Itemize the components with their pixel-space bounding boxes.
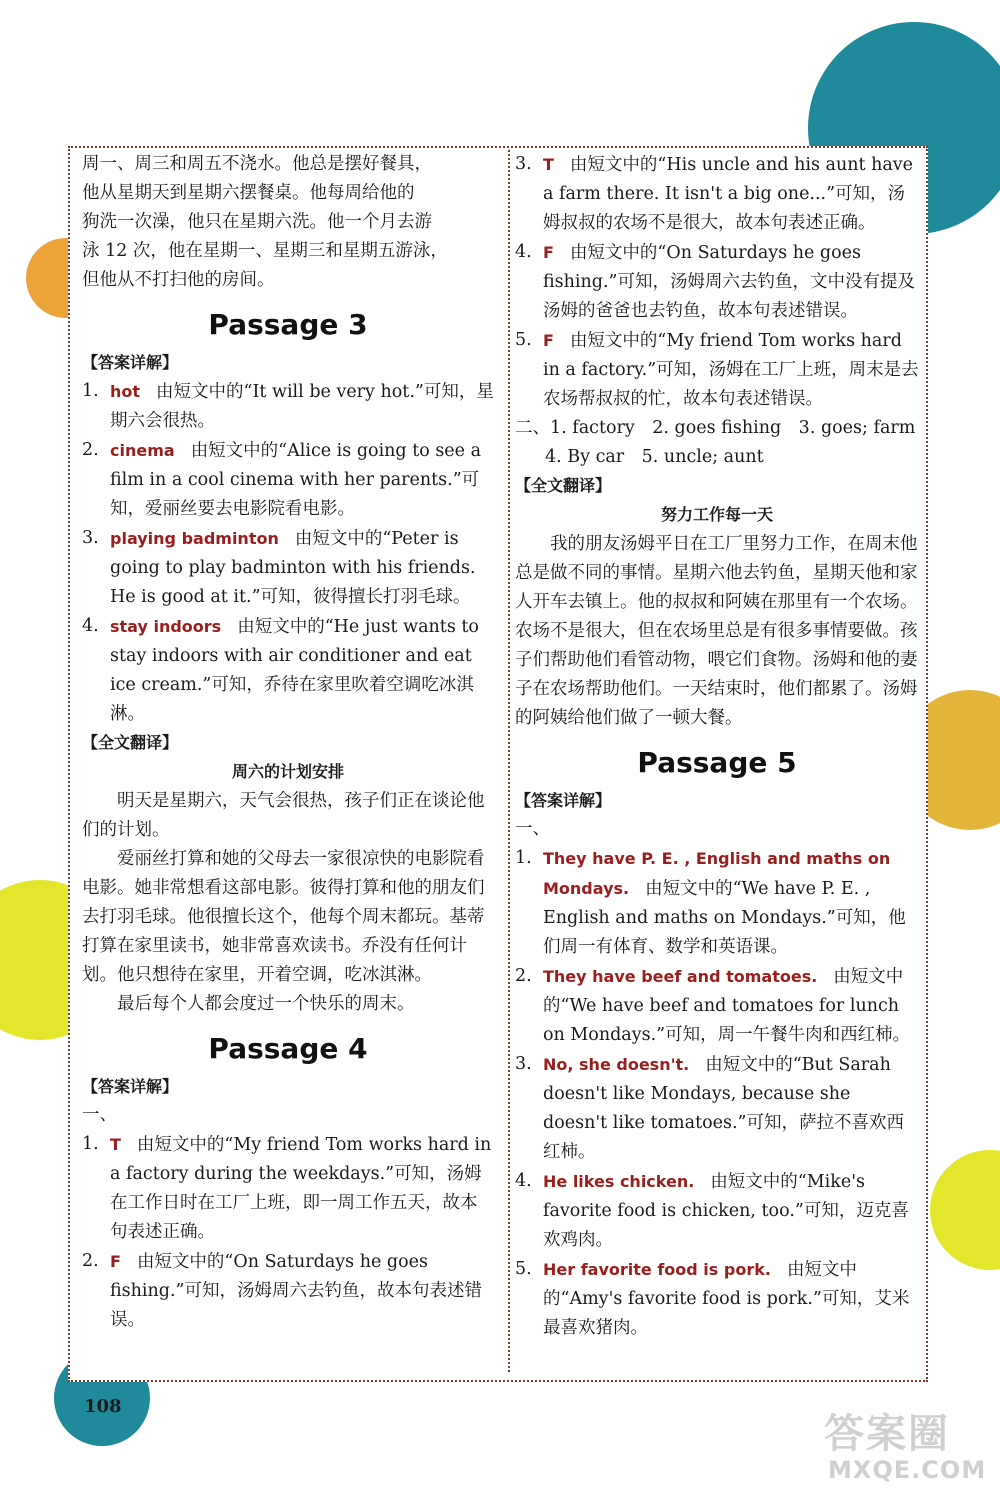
answer-explanation: 由短文中的“On Saturdays he goes fishing.”可知，汤姆周六去钓鱼，文中没有提及汤姆的爸爸也去钓鱼，故本句表述错误。	[543, 243, 916, 321]
answer-explanation: 由短文中的“We have beef and tomatoes for lunch on Mondays.”可知，周一午餐牛肉和西红柿。	[543, 967, 911, 1045]
answer-keyword: Her favorite food is pork.	[543, 1260, 771, 1279]
translation-paragraph: 最后每个人都会度过一个快乐的周末。	[117, 994, 415, 1014]
translation-title: 努力工作每一天	[660, 505, 773, 524]
item-number: 1.	[82, 381, 99, 401]
answer-explanation: 由短文中的“We have P. E. , English and maths on Mondays.”可知，他们周一有体育、数学和英语课。	[543, 879, 906, 957]
translation-section-label: 【全文翻译】	[82, 733, 179, 752]
answer-keyword: F	[543, 243, 554, 262]
answer-explanation: 由短文中的“He just wants to stay indoors with air conditioner and eat ice cream.”可知，乔待在家里吹着空调吃冰淇淋。	[110, 617, 479, 724]
item-number: 3.	[515, 154, 532, 174]
column-divider	[508, 150, 510, 1372]
item-number: 3.	[515, 1054, 532, 1074]
answer-keyword: They have beef and tomatoes.	[543, 967, 818, 986]
translation-title: 周六的计划安排	[231, 762, 344, 781]
right-column	[515, 150, 919, 1343]
answer-keyword: hot	[110, 382, 141, 401]
answer-keyword: No, she doesn't.	[543, 1055, 690, 1074]
answer-keyword: playing badminton	[110, 529, 279, 548]
answer-keyword: T	[543, 155, 554, 174]
answer-keyword: F	[543, 331, 554, 350]
answer-keyword: They have P. E. , English and maths on Mondays.	[543, 849, 891, 898]
answer-item	[82, 1247, 494, 1335]
answer-keyword: stay indoors	[110, 617, 222, 636]
answer-explanation: 由短文中的“On Saturdays he goes fishing.”可知，汤姆周六去钓鱼，故本句表述错误。	[110, 1252, 483, 1330]
answer-item	[82, 377, 494, 436]
answer-keyword: He likes chicken.	[543, 1172, 695, 1191]
answer-keyword: T	[110, 1135, 121, 1154]
answer-item	[515, 1255, 919, 1343]
translation-paragraph: 我的朋友汤姆平日在工厂里努力工作，在周末他总是做不同的事情。星期六他去钓鱼，星期天他和家人开车去镇上。他的叔叔和阿姨在那里有一个农场。农场不是很大，但在农场里总是有很多事情要做。孩子们帮助他们看管动物，喂它们食物。汤姆和他的妻子在农场帮助他们。一天结束时，他们都累了。汤姆的阿姨给他们做了一顿大餐。	[515, 534, 918, 728]
translation-paragraph: 明天是星期六，天气会很热，孩子们正在谈论他们的计划。	[82, 791, 485, 840]
answer-item	[82, 1130, 494, 1247]
passage-title: Passage 3	[208, 308, 368, 341]
answer-item	[515, 1167, 919, 1255]
part-label: 一、	[82, 1105, 117, 1125]
decor-circle-yellow-right	[930, 1150, 1000, 1270]
page-number: 108	[84, 1396, 122, 1417]
answer-item	[515, 150, 919, 238]
part2-answers: 4. By car 5. uncle; aunt	[545, 447, 764, 467]
answer-item	[515, 238, 919, 326]
item-number: 2.	[82, 1251, 99, 1271]
item-number: 4.	[515, 1171, 532, 1191]
item-number: 1.	[82, 1134, 99, 1154]
answer-explanation: 由短文中的“Amy's favorite food is pork.”可知，艾米最喜欢猪肉。	[543, 1260, 910, 1338]
passage-title: Passage 5	[637, 746, 797, 779]
passage-title: Passage 4	[208, 1032, 368, 1065]
intro-line: 他从星期天到星期六摆餐桌。他每周给他的	[82, 183, 415, 203]
answer-section-label: 【答案详解】	[515, 791, 612, 810]
item-number: 4.	[82, 616, 99, 636]
part2-answers: 二、1. factory 2. goes fishing 3. goes; farm	[515, 418, 916, 438]
item-number: 2.	[515, 966, 532, 986]
answer-item	[515, 962, 919, 1050]
answer-section-label: 【答案详解】	[82, 353, 179, 372]
answer-item	[515, 326, 919, 414]
translation-paragraph: 爱丽丝打算和她的父母去一家很凉快的电影院看电影。她非常想看这部电影。彼得打算和他的朋友们去打羽毛球。他很擅长这个，他每个周末都玩。基蒂打算在家里读书，她非常喜欢读书。乔没有任何计划。他只想待在家里，开着空调，吃冰淇淋。	[82, 849, 485, 985]
watermark-logo	[818, 1402, 990, 1490]
item-number: 5.	[515, 330, 532, 350]
answer-keyword: cinema	[110, 441, 175, 460]
watermark-en: MXQE.COM	[828, 1456, 987, 1484]
part-label: 一、	[515, 819, 550, 839]
item-number: 2.	[82, 440, 99, 460]
intro-line: 狗洗一次澡，他只在星期六洗。他一个月去游	[82, 212, 432, 232]
answer-keyword: F	[110, 1252, 121, 1271]
answer-explanation: 由短文中的“My friend Tom works hard in a factory.”可知，汤姆在工厂上班，周末是去农场帮叔叔的忙，故本句表述错误。	[543, 331, 919, 409]
left-column	[82, 150, 494, 1335]
answer-explanation: 由短文中的“Peter is going to play badminton with his friends. He is good at it.”可知，彼得擅长打羽毛球。	[110, 529, 476, 607]
answer-explanation: 由短文中的“Mike's favorite food is chicken, too.”可知，迈克喜欢鸡肉。	[543, 1172, 909, 1250]
item-number: 5.	[515, 1259, 532, 1279]
answer-explanation: 由短文中的“Alice is going to see a film in a cool cinema with her parents.”可知，爱丽丝要去电影院看电影。	[110, 441, 482, 519]
watermark-cn: 答案圈	[824, 1411, 950, 1457]
intro-line: 泳 12 次，他在星期一、星期三和星期五游泳，	[82, 241, 448, 261]
answer-explanation: 由短文中的“My friend Tom works hard in a factory during the weekdays.”可知，汤姆在工作日时在工厂上班，即一周工作五天，故本句表述正确。	[110, 1135, 492, 1242]
answer-explanation: 由短文中的“It will be very hot.”可知，星期六会很热。	[110, 382, 494, 431]
answer-item	[515, 1050, 919, 1167]
answer-item	[515, 844, 919, 962]
answer-item	[82, 612, 494, 729]
intro-line: 周一、周三和周五不浇水。他总是摆好餐具，	[82, 154, 432, 174]
item-number: 3.	[82, 528, 99, 548]
answer-section-label: 【答案详解】	[82, 1077, 179, 1096]
answer-item	[82, 524, 494, 612]
answer-explanation: 由短文中的“His uncle and his aunt have a farm there. It isn't a big one...”可知，汤姆叔叔的农场不是很大，故本句表述正确。	[543, 155, 914, 233]
item-number: 1.	[515, 848, 532, 868]
item-number: 4.	[515, 242, 532, 262]
answer-item	[82, 436, 494, 524]
answer-explanation: 由短文中的“But Sarah doesn't like Mondays, because she doesn't like tomatoes.”可知，萨拉不喜欢西红柿。	[543, 1055, 904, 1162]
intro-line: 但他从不打扫他的房间。	[82, 270, 275, 290]
translation-section-label: 【全文翻译】	[515, 476, 612, 495]
